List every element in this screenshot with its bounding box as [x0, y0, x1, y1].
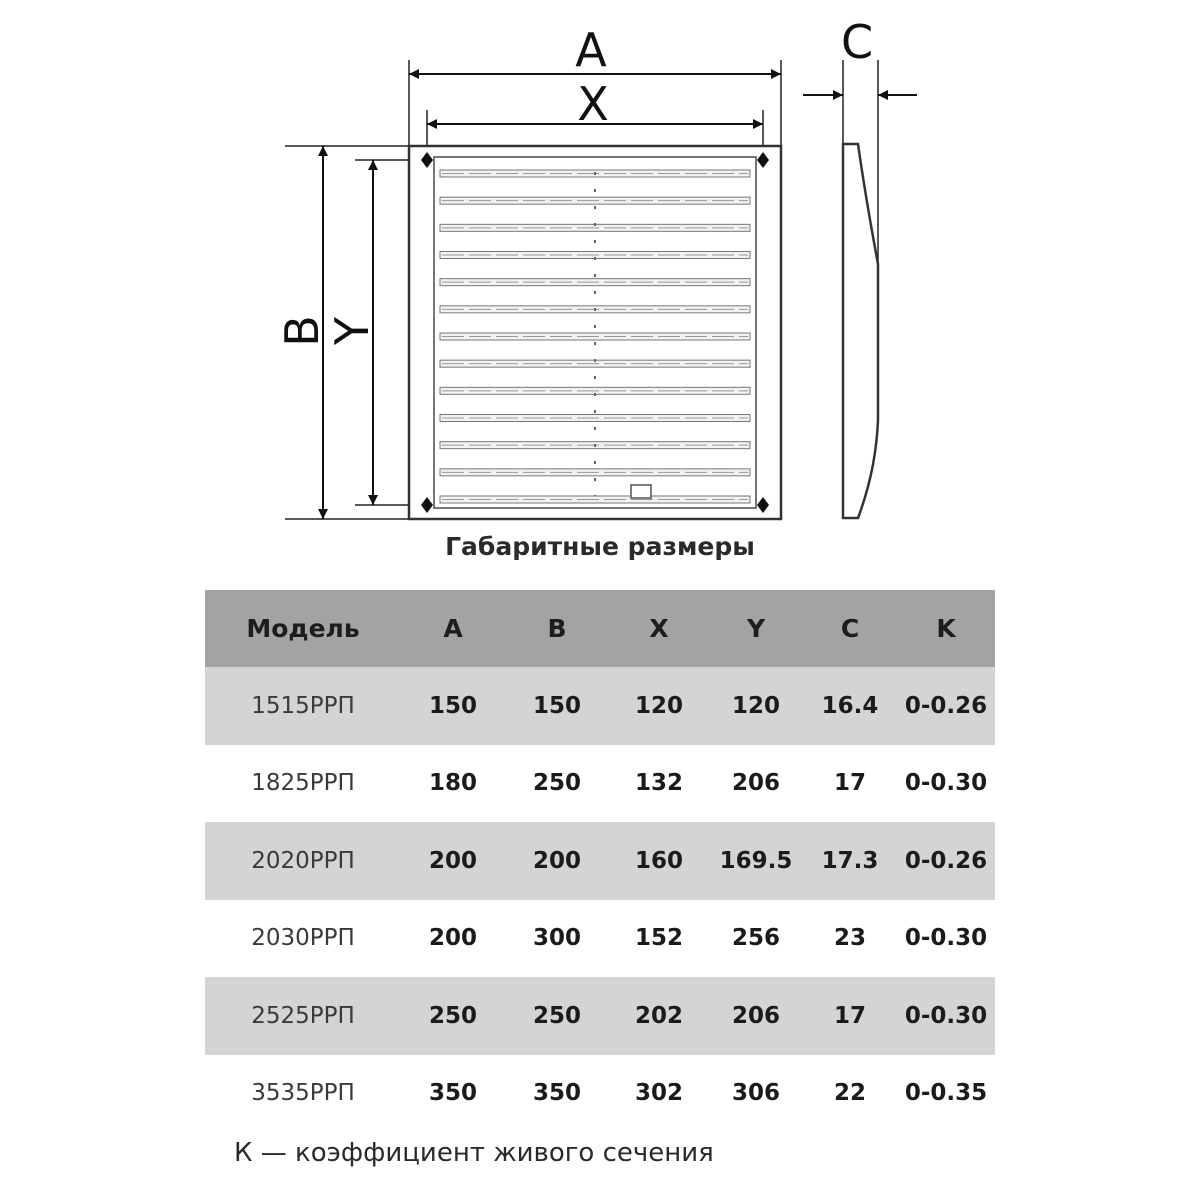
cell-k: 0-0.30 — [904, 770, 988, 797]
dim-label-y: Y — [325, 316, 379, 346]
dimensions-table — [205, 590, 995, 1132]
grille-dimension-drawing — [0, 0, 1200, 580]
footnote: К — коэффициент живого сечения — [234, 1138, 714, 1168]
cell-b: 150 — [532, 692, 581, 719]
cell-model: 2525РРП — [251, 1002, 355, 1029]
table-row — [205, 822, 995, 900]
grille-front-view — [409, 146, 781, 519]
dim-label-b: B — [275, 315, 329, 347]
cell-y: 206 — [731, 1002, 780, 1029]
header-x: X — [649, 614, 669, 643]
header-a: A — [443, 614, 463, 643]
cell-k: 0-0.30 — [904, 925, 988, 952]
header-y: Y — [746, 614, 766, 643]
header-c: C — [840, 614, 860, 643]
cell-c: 22 — [833, 1080, 866, 1107]
cell-c: 16.4 — [821, 692, 879, 719]
cell-a: 350 — [428, 1080, 477, 1107]
header-b: B — [547, 614, 567, 643]
cell-b: 250 — [532, 1002, 581, 1029]
cell-a: 250 — [428, 1002, 477, 1029]
cell-k: 0-0.26 — [904, 692, 988, 719]
table-row — [205, 667, 995, 745]
cell-b: 350 — [532, 1080, 581, 1107]
drawing-caption: Габаритные размеры — [445, 532, 755, 561]
cell-y: 169.5 — [719, 847, 793, 874]
cell-c: 17 — [833, 770, 866, 797]
cell-model: 2020РРП — [251, 847, 355, 874]
cell-y: 120 — [731, 692, 780, 719]
table-row — [205, 745, 995, 823]
table-row — [205, 1055, 995, 1133]
header-k: K — [936, 614, 956, 643]
dim-label-x: X — [577, 77, 609, 131]
cell-b: 300 — [532, 925, 581, 952]
cell-c: 17.3 — [821, 847, 879, 874]
cell-x: 302 — [634, 1080, 683, 1107]
cell-x: 120 — [634, 692, 683, 719]
table-row — [205, 977, 995, 1055]
cell-y: 306 — [731, 1080, 780, 1107]
cell-model: 2030РРП — [251, 925, 355, 952]
cell-k: 0-0.26 — [904, 847, 988, 874]
table-header-row — [205, 590, 995, 667]
cell-model: 1825РРП — [251, 770, 355, 797]
cell-b: 200 — [532, 847, 581, 874]
cell-x: 202 — [634, 1002, 683, 1029]
cell-k: 0-0.35 — [904, 1080, 988, 1107]
cell-model: 1515РРП — [251, 692, 355, 719]
cell-y: 256 — [731, 925, 780, 952]
header-model: Модель — [246, 614, 360, 643]
cell-x: 160 — [634, 847, 683, 874]
cell-a: 150 — [428, 692, 477, 719]
cell-x: 152 — [634, 925, 683, 952]
cell-k: 0-0.30 — [904, 1002, 988, 1029]
cell-c: 23 — [833, 925, 866, 952]
cell-a: 200 — [428, 847, 477, 874]
grille-side-view — [843, 144, 878, 518]
cell-a: 180 — [428, 770, 477, 797]
dim-label-a: A — [575, 23, 607, 77]
cell-y: 206 — [731, 770, 780, 797]
lever-tab — [631, 485, 651, 498]
cell-model: 3535РРП — [251, 1080, 355, 1107]
cell-c: 17 — [833, 1002, 866, 1029]
cell-x: 132 — [634, 770, 683, 797]
cell-a: 200 — [428, 925, 477, 952]
dim-label-c: C — [840, 15, 874, 69]
table-row — [205, 900, 995, 978]
cell-b: 250 — [532, 770, 581, 797]
